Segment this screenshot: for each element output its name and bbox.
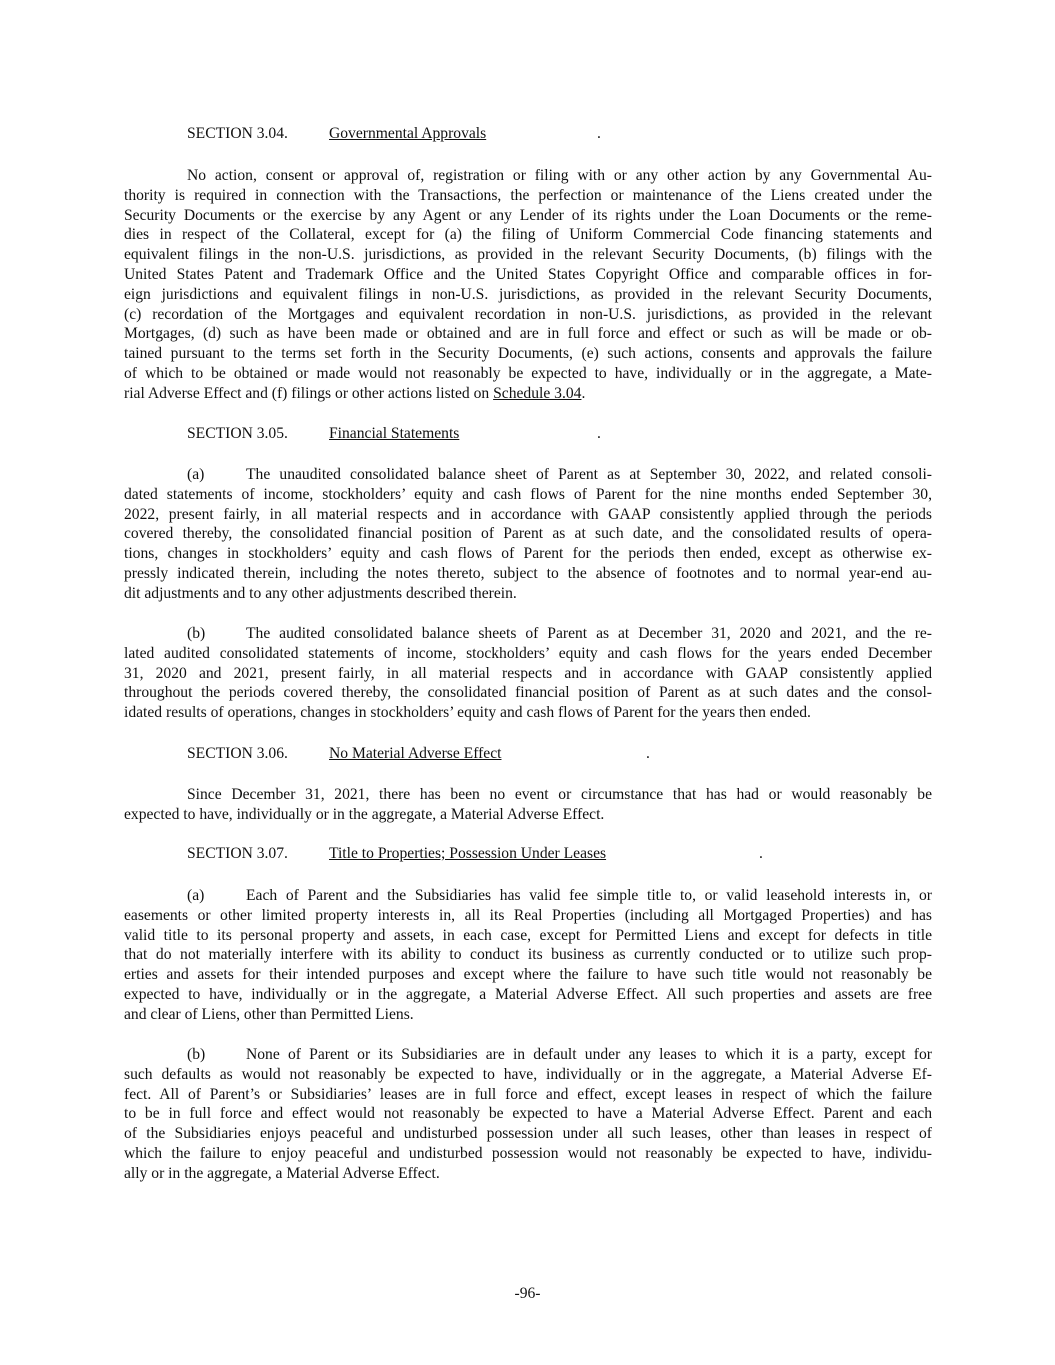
paragraph xyxy=(124,785,932,825)
section-title xyxy=(329,844,606,864)
paragraph-label: (a) xyxy=(187,887,205,904)
paragraph-line: and clear of Liens, other than Permitted Liens. xyxy=(124,1005,414,1023)
paragraph xyxy=(124,886,932,1025)
section-title-text: Title to Properties; Possession Under Leases xyxy=(329,845,607,862)
paragraph-line: thority is required in connection with the Transactions, the perfection or maintenance of the Liens created under the xyxy=(124,186,932,204)
paragraph-line xyxy=(124,465,932,485)
paragraph xyxy=(124,465,932,604)
paragraph-line: such defaults as would not reasonably be expected to have, individually or in the aggregate, a Material Adverse Ef- xyxy=(124,1065,932,1083)
paragraph xyxy=(124,166,932,404)
paragraph xyxy=(124,1045,932,1184)
paragraph-line xyxy=(124,1045,932,1065)
paragraph-line: which the failure to enjoy peaceful and undisturbed possession would not reasonably be expected to have, individu- xyxy=(124,1144,932,1162)
paragraph-line: equivalent filings in the non-U.S. jurisdictions, as provided in the relevant Security Documents, (b) filings with the xyxy=(124,246,932,264)
paragraph-line-text: The audited consolidated balance sheets of Parent as at December 31, 2020 and 2021, and the re- xyxy=(246,625,932,642)
section-title-period: . xyxy=(597,125,601,142)
paragraph-line: that do not materially interfere with its ability to conduct its business as currently conducted or to utilize such prop- xyxy=(124,946,932,964)
paragraph-line: 31, 2020 and 2021, present fairly, in all material respects and in accordance with GAAP consistently applied xyxy=(124,664,932,682)
paragraph-line: idated results of operations, changes in stockholders’ equity and cash flows of Parent for the years then ended. xyxy=(124,704,811,722)
section-title xyxy=(329,744,501,764)
paragraph-line: dit adjustments and to any other adjustments described therein. xyxy=(124,584,517,602)
paragraph-line: 2022, present fairly, in all material respects and in accordance with GAAP consistently applied through the periods xyxy=(124,505,932,523)
paragraph-line: fect. All of Parent’s or Subsidiaries’ leases are in full force and effect, except leases in respect of which the failure xyxy=(124,1085,932,1103)
paragraph xyxy=(124,624,932,723)
paragraph-line: tions, changes in stockholders’ equity and cash flows of Parent for the periods then ended, except as otherwise ex- xyxy=(124,545,932,563)
paragraph-line xyxy=(124,624,932,644)
paragraph-line: expected to have, individually or in the aggregate, a Material Adverse Effect. All such properties and assets are free xyxy=(124,985,932,1003)
paragraph-label: (b) xyxy=(187,625,206,642)
section-title-text: Governmental Approvals xyxy=(329,125,487,142)
paragraph-line: eign jurisdictions and equivalent filings in non-U.S. jurisdictions, as provided in the relevant Security Documents, xyxy=(124,285,932,303)
section-number: SECTION 3.05. xyxy=(187,425,288,442)
schedule-reference-link[interactable]: Schedule 3.04 xyxy=(493,384,582,402)
section-title-text: Financial Statements xyxy=(329,425,460,442)
paragraph-label: (b) xyxy=(187,1046,206,1063)
paragraph-label: (a) xyxy=(187,466,205,483)
paragraph-line-text: None of Parent or its Subsidiaries are in default under any leases to which it is a party, except for xyxy=(246,1046,932,1063)
section-title-period: . xyxy=(646,745,650,762)
section-title-period: . xyxy=(597,425,601,442)
paragraph-line-text: The unaudited consolidated balance sheet of Parent as at September 30, 2022, and related consoli- xyxy=(246,466,932,483)
paragraph-line: pressly indicated therein, including the notes thereto, subject to the absence of footnotes and to normal year-end au- xyxy=(124,564,932,582)
paragraph-line: valid title to its personal property and assets, in each case, except for Permitted Liens and except for defects in title xyxy=(124,926,932,944)
paragraph-line xyxy=(124,886,932,906)
paragraph-line: Mortgages, (d) such as have been made or obtained and are in full force and effect or such as will be made or ob- xyxy=(124,325,932,343)
paragraph-line: United States Patent and Trademark Office and the United States Copyright Office and comparable offices in for- xyxy=(124,265,932,283)
paragraph-line: ally or in the aggregate, a Material Adverse Effect. xyxy=(124,1164,440,1182)
paragraph-line: of which to be obtained or made would not reasonably be expected to have, individually or in the aggregate, a Mate- xyxy=(124,364,932,382)
section-number: SECTION 3.07. xyxy=(187,845,288,862)
paragraph-line: easements or other limited property interests in, all its Real Properties (including all Mortgaged Properties) and has xyxy=(124,906,932,924)
section-title-period: . xyxy=(759,845,763,862)
paragraph-line: covered thereby, the consolidated financial position of Parent as at such date, and the consolidated results of opera- xyxy=(124,525,932,543)
paragraph-line: throughout the periods covered thereby, the consolidated financial position of Parent as at such dates and the consol- xyxy=(124,684,932,702)
paragraph-line: of the Subsidiaries enjoys peaceful and undisturbed possession under all such leases, other than leases in respect of xyxy=(124,1125,932,1143)
paragraph-line: (c) recordation of the Mortgages and equivalent recordation in non-U.S. jurisdictions, as provided in the relevant xyxy=(124,305,932,323)
paragraph-line: No action, consent or approval of, registration or filing with or any other action by any Governmental Au- xyxy=(187,167,932,184)
section-title-text: No Material Adverse Effect xyxy=(329,745,502,762)
section-number: SECTION 3.06. xyxy=(187,745,288,762)
paragraph-line-text: Each of Parent and the Subsidiaries has valid fee simple title to, or valid leasehold interests in, or xyxy=(246,887,932,904)
section-number: SECTION 3.04. xyxy=(187,125,288,142)
paragraph-line: expected to have, individually or in the aggregate, a Material Adverse Effect. xyxy=(124,805,605,823)
paragraph-line: erties and assets for their intended purposes and except where the failure to have such title would not reasonably be xyxy=(124,966,932,984)
paragraph-line-tail: . xyxy=(581,384,586,402)
paragraph-line: dated statements of income, stockholders’ equity and cash flows of Parent for the nine months ended September 30, xyxy=(124,485,932,503)
paragraph-line: tained pursuant to the terms set forth in the Security Documents, (e) such actions, consents and approvals the failure xyxy=(124,345,932,363)
paragraph-line: Security Documents or the exercise by any Agent or any Lender of its rights under the Loan Documents or the reme- xyxy=(124,206,932,224)
paragraph-line: dies in respect of the Collateral, except for (a) the filing of Uniform Commercial Code financing statements and xyxy=(124,226,932,244)
paragraph-line: lated audited consolidated statements of income, stockholders’ equity and cash flows for the years ended December xyxy=(124,644,932,662)
paragraph-line: Since December 31, 2021, there has been no event or circumstance that has had or would reasonably be xyxy=(187,786,932,803)
paragraph-last-line xyxy=(124,384,932,404)
section-title xyxy=(329,124,486,144)
paragraph-line: to be in full force and effect would not reasonably be expected to have a Material Adverse Effect. Parent and each xyxy=(124,1105,932,1123)
paragraph-line-text: rial Adverse Effect and (f) filings or other actions listed on xyxy=(124,384,494,402)
section-title xyxy=(329,424,459,444)
page-number: -96- xyxy=(514,1285,541,1302)
